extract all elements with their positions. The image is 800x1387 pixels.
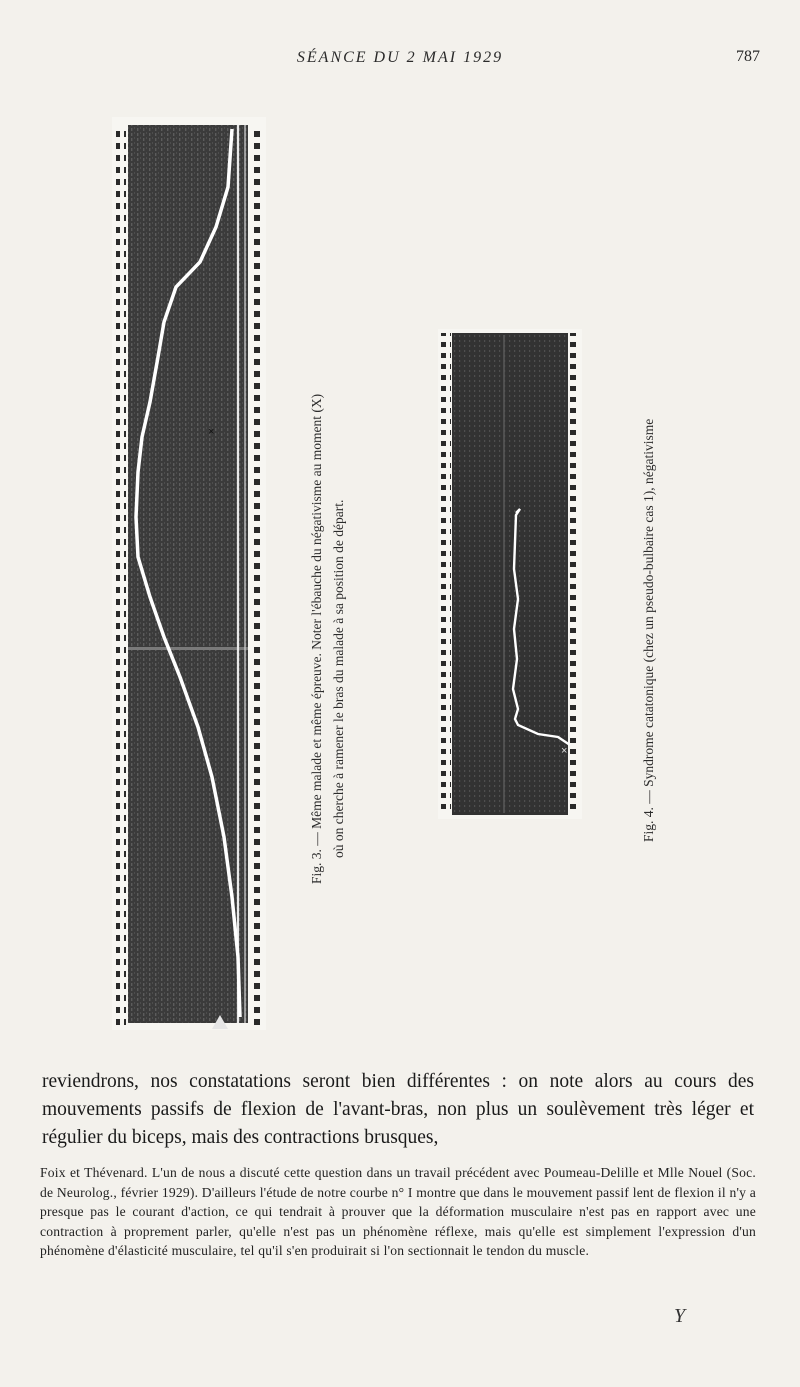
footnote-block bbox=[40, 1163, 756, 1261]
figure-3-caption-line1: Fig. 3. — Même malade et même épreuve. Noter l'ébauche du négativisme au moment (X) bbox=[309, 393, 324, 884]
svg-text:×: × bbox=[561, 745, 568, 757]
margin-mark: Y bbox=[674, 1305, 686, 1327]
page-number: 787 bbox=[736, 48, 760, 65]
figure-3-trace-image bbox=[112, 117, 266, 1030]
figure-3-caption bbox=[306, 254, 350, 884]
figure-3-caption-line2: où on cherche à ramener le bras du malade à sa position de départ. bbox=[331, 499, 346, 858]
figure-4-recording bbox=[438, 329, 582, 819]
running-header-title: SÉANCE DU 2 MAI 1929 bbox=[296, 49, 504, 66]
footnote-text: Foix et Thévenard. L'un de nous a discuté cette question dans un travail précédent avec Poumeau-Delille et Mlle Nouel (Soc. de Neurolog., février 1929). D'ailleurs l'étude de notre courbe n° I montre que dans le mouvement passif lent de flexion il n'y a presque pas le courant d'action, ce qui tendrait à prouver que la déformation musculaire n'est pas en rapport avec une contraction à proprement parler, qu'elle n'est pas un phénomène réflexe, mais qu'elle est simplement l'expression d'un phénomène d'élasticité musculaire, tel qu'il s'en produirait si l'on sectionnait le tendon du muscle. bbox=[40, 1165, 756, 1258]
svg-text:×: × bbox=[208, 426, 215, 438]
body-paragraph bbox=[42, 1068, 754, 1152]
figure-4-trace-image bbox=[438, 329, 582, 819]
figure-4-caption-line: Fig. 4. — Syndrome catatonique (chez un pseudo-bulbaire cas 1), négativisme bbox=[641, 418, 656, 842]
figure-3-recording bbox=[112, 117, 266, 1030]
body-paragraph-text: reviendrons, nos constatations seront bien différentes : on note alors au cours des mouvements passifs de flexion de l'avant-bras, non plus un soulèvement très léger et régulier du biceps, mais des contractions brusques, bbox=[42, 1071, 754, 1148]
figure-4-caption bbox=[638, 302, 660, 842]
